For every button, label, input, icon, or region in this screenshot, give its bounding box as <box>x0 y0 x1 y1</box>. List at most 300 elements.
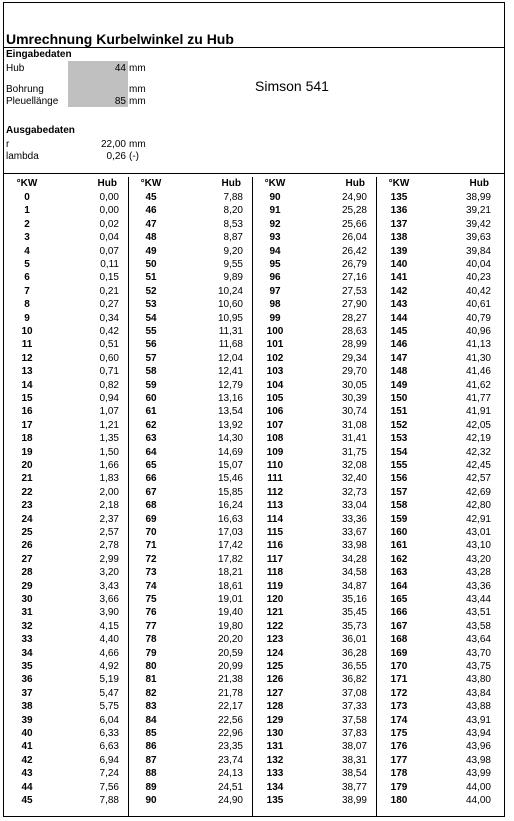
table-row <box>254 486 377 499</box>
kw-cell: 107 <box>266 419 284 431</box>
kw-cell: 73 <box>145 567 157 579</box>
kw-cell: 42 <box>21 754 33 766</box>
kw-cell: 103 <box>266 366 284 378</box>
kw-cell: 88 <box>145 768 157 780</box>
table-row <box>130 606 253 619</box>
table-row <box>130 472 253 485</box>
bohrung-unit: mm <box>129 84 146 95</box>
table-row <box>130 660 253 673</box>
hub-cell: 8,87 <box>223 232 243 244</box>
hub-cell: 37,08 <box>341 687 367 699</box>
hub-cell: 40,04 <box>465 259 491 270</box>
hub-cell: 11,68 <box>218 339 243 351</box>
table-row <box>6 566 129 579</box>
table-row <box>130 687 253 700</box>
kw-cell: 143 <box>390 299 408 311</box>
kw-cell: 120 <box>266 594 284 605</box>
hub-cell: 42,19 <box>465 433 491 445</box>
kw-cell: 93 <box>269 232 281 244</box>
table-row <box>130 566 253 579</box>
hub-cell: 2,57 <box>99 527 119 538</box>
hub-cell: 22,96 <box>217 728 243 739</box>
hub-cell: 39,21 <box>465 205 491 217</box>
kw-cell: 31 <box>21 607 33 619</box>
table-row <box>6 379 129 392</box>
kw-cell: 130 <box>266 728 284 739</box>
hub-cell: 26,79 <box>341 259 367 270</box>
table-row <box>6 298 129 311</box>
kw-cell: 28 <box>21 567 33 579</box>
kw-cell: 51 <box>145 272 157 284</box>
title-divider <box>4 47 504 48</box>
hub-cell: 39,63 <box>465 232 491 244</box>
table-row <box>130 218 253 231</box>
kw-cell: 32 <box>21 620 33 632</box>
hub-cell: 38,99 <box>465 192 491 203</box>
table-row <box>254 781 377 794</box>
hub-cell: 2,18 <box>99 500 119 512</box>
kw-cell: 36 <box>21 674 33 686</box>
hub-cell: 36,55 <box>341 661 367 672</box>
kw-cell: 44 <box>21 781 33 793</box>
kw-cell: 89 <box>145 781 157 793</box>
kw-cell: 91 <box>269 205 281 217</box>
kw-cell: 94 <box>269 245 281 257</box>
kw-cell: 11 <box>21 339 33 351</box>
hub-cell: 13,16 <box>217 393 243 404</box>
kw-cell: 165 <box>390 594 408 605</box>
table-row <box>254 392 377 405</box>
kw-cell: 110 <box>266 460 284 471</box>
hub-cell: 24,90 <box>217 795 243 806</box>
kw-cell: 129 <box>266 714 284 726</box>
hub-cell: 23,74 <box>217 754 243 766</box>
hub-cell: 5,47 <box>99 687 119 699</box>
kw-cell: 16 <box>21 406 33 418</box>
hub-input-cell[interactable]: 44 <box>114 63 126 74</box>
table-row <box>378 271 501 284</box>
hub-cell: 10,95 <box>217 312 243 324</box>
hub-cell: 11,31 <box>218 326 243 337</box>
kw-cell: 167 <box>390 620 408 632</box>
kw-cell: 161 <box>390 540 408 552</box>
kw-cell: 75 <box>145 594 157 605</box>
table-row <box>6 271 129 284</box>
table-row <box>130 312 253 325</box>
table-row <box>130 620 253 633</box>
hub-cell: 19,01 <box>217 594 243 605</box>
hub-cell: 41,30 <box>465 352 491 364</box>
hub-cell: 35,73 <box>341 620 367 632</box>
table-row <box>6 580 129 593</box>
kw-cell: 35 <box>21 661 33 672</box>
kw-cell: 3 <box>24 232 30 244</box>
hub-cell: 30,39 <box>341 393 367 404</box>
hub-cell: 31,08 <box>341 419 367 431</box>
header-hub: Hub <box>221 178 241 189</box>
kw-cell: 119 <box>266 580 284 592</box>
kw-cell: 164 <box>390 580 408 592</box>
hub-cell: 13,54 <box>217 406 243 418</box>
table-row <box>378 593 501 606</box>
table-row <box>130 446 253 459</box>
kw-cell: 87 <box>145 754 157 766</box>
kw-cell: 10 <box>21 326 33 337</box>
table-row <box>6 660 129 673</box>
hub-cell: 6,63 <box>99 741 119 753</box>
kw-cell: 27 <box>21 553 33 565</box>
kw-cell: 48 <box>145 232 157 244</box>
table-row <box>6 526 129 539</box>
kw-cell: 24 <box>21 513 33 525</box>
table-row <box>254 459 377 472</box>
table-row <box>254 258 377 271</box>
hub-cell: 26,04 <box>341 232 367 244</box>
hub-cell: 40,96 <box>465 326 491 337</box>
hub-cell: 18,21 <box>217 567 243 579</box>
kw-cell: 92 <box>269 218 281 230</box>
hub-cell: 34,87 <box>341 580 367 592</box>
hub-cell: 41,62 <box>465 379 491 391</box>
hub-cell: 0,42 <box>99 326 119 337</box>
table-row <box>130 499 253 512</box>
hub-cell: 37,83 <box>341 728 367 739</box>
hub-cell: 0,27 <box>99 299 119 311</box>
table-row <box>6 687 129 700</box>
kw-cell: 111 <box>267 473 283 485</box>
sheet-title: Umrechnung Kurbelwinkel zu Hub <box>6 31 234 47</box>
hub-cell: 43,28 <box>465 567 491 579</box>
table-row <box>378 781 501 794</box>
table-row <box>6 432 129 445</box>
table-row <box>130 513 253 526</box>
column-divider-1 <box>128 177 129 817</box>
table-row <box>130 767 253 780</box>
header-kw: °KW <box>264 178 286 189</box>
hub-cell: 3,90 <box>99 607 119 619</box>
kw-cell: 6 <box>24 272 30 284</box>
table-row <box>130 231 253 244</box>
pleuel-unit: mm <box>129 96 146 107</box>
hub-cell: 0,04 <box>99 232 119 244</box>
hub-cell: 24,13 <box>217 768 243 780</box>
hub-cell: 43,99 <box>465 768 491 780</box>
kw-cell: 12 <box>21 352 33 364</box>
hub-cell: 43,91 <box>465 714 491 726</box>
table-row <box>254 740 377 753</box>
kw-cell: 23 <box>21 500 33 512</box>
hub-cell: 43,96 <box>465 741 491 753</box>
pleuel-input-cell[interactable]: 85 <box>114 96 126 107</box>
kw-cell: 162 <box>390 553 408 565</box>
table-row <box>6 446 129 459</box>
table-row <box>378 312 501 325</box>
kw-cell: 69 <box>145 513 157 525</box>
table-row <box>6 472 129 485</box>
hub-cell: 42,05 <box>465 419 491 431</box>
hub-cell: 40,61 <box>465 299 491 311</box>
table-row <box>378 526 501 539</box>
kw-cell: 90 <box>145 795 157 806</box>
kw-cell: 176 <box>390 741 408 753</box>
hub-cell: 41,13 <box>465 339 491 351</box>
table-row <box>254 432 377 445</box>
hub-cell: 43,36 <box>465 580 491 592</box>
table-row <box>254 231 377 244</box>
kw-cell: 25 <box>21 527 33 538</box>
table-row <box>378 513 501 526</box>
table-row <box>378 767 501 780</box>
kw-cell: 5 <box>24 259 30 270</box>
table-row <box>378 700 501 713</box>
hub-cell: 43,01 <box>465 527 491 538</box>
table-row <box>6 553 129 566</box>
table-row <box>254 513 377 526</box>
kw-cell: 175 <box>390 728 408 739</box>
table-row <box>378 794 501 807</box>
header-kw: °KW <box>16 178 38 189</box>
table-row <box>6 633 129 646</box>
header-hub: Hub <box>345 178 365 189</box>
hub-cell: 33,04 <box>341 500 367 512</box>
hub-cell: 43,20 <box>465 553 491 565</box>
kw-cell: 98 <box>269 299 281 311</box>
table-row <box>130 714 253 727</box>
table-row <box>378 419 501 432</box>
kw-cell: 100 <box>266 326 284 337</box>
hub-cell: 38,77 <box>341 781 367 793</box>
hub-cell: 42,32 <box>465 446 491 458</box>
hub-cell: 10,24 <box>217 285 243 297</box>
kw-cell: 57 <box>145 352 157 364</box>
table-row <box>6 513 129 526</box>
hub-cell: 33,98 <box>341 540 367 552</box>
kw-cell: 166 <box>390 607 408 619</box>
kw-cell: 150 <box>390 393 408 404</box>
kw-cell: 86 <box>145 741 157 753</box>
pleuel-label: Pleuellänge <box>6 96 59 107</box>
kw-cell: 168 <box>390 634 408 646</box>
hub-cell: 1,07 <box>99 406 119 418</box>
table-row <box>378 218 501 231</box>
kw-cell: 136 <box>390 205 408 217</box>
kw-cell: 65 <box>145 460 157 471</box>
table-row <box>378 338 501 351</box>
table-row <box>6 539 129 552</box>
hub-cell: 16,24 <box>217 500 243 512</box>
table-row <box>254 285 377 298</box>
hub-cell: 12,04 <box>217 352 243 364</box>
hub-cell: 8,20 <box>223 205 243 217</box>
table-row <box>6 405 129 418</box>
column-header <box>254 178 377 190</box>
table-row <box>378 191 501 204</box>
hub-cell: 43,10 <box>465 540 491 552</box>
kw-cell: 8 <box>24 299 30 311</box>
kw-cell: 106 <box>266 406 284 418</box>
table-row <box>6 740 129 753</box>
kw-cell: 18 <box>21 433 33 445</box>
kw-cell: 102 <box>266 352 284 364</box>
hub-cell: 4,15 <box>99 620 119 632</box>
kw-cell: 77 <box>145 620 157 632</box>
hub-cell: 32,73 <box>341 486 367 498</box>
hub-cell: 5,19 <box>99 674 119 686</box>
table-row <box>378 298 501 311</box>
table-row <box>254 204 377 217</box>
kw-cell: 4 <box>24 245 30 257</box>
kw-cell: 114 <box>266 513 284 525</box>
kw-cell: 56 <box>145 339 157 351</box>
table-row <box>6 673 129 686</box>
hub-cell: 36,28 <box>341 647 367 659</box>
kw-cell: 80 <box>145 661 157 672</box>
hub-cell: 7,24 <box>99 768 119 780</box>
table-row <box>130 352 253 365</box>
header-hub: Hub <box>469 178 489 189</box>
kw-cell: 124 <box>266 647 284 659</box>
hub-cell: 44,00 <box>465 781 491 793</box>
column-divider-2 <box>252 177 253 817</box>
input-heading: Eingabedaten <box>6 49 72 60</box>
hub-cell: 3,66 <box>99 594 119 605</box>
kw-cell: 146 <box>390 339 408 351</box>
table-row <box>6 419 129 432</box>
table-row <box>6 620 129 633</box>
hub-cell: 41,46 <box>465 366 491 378</box>
hub-cell: 30,05 <box>341 379 367 391</box>
hub-cell: 1,35 <box>99 433 119 445</box>
table-row <box>130 204 253 217</box>
hub-cell: 17,42 <box>217 540 243 552</box>
table-row <box>130 781 253 794</box>
table-row <box>378 285 501 298</box>
table-row <box>378 633 501 646</box>
table-row <box>6 312 129 325</box>
hub-cell: 27,16 <box>341 272 367 284</box>
hub-cell: 22,17 <box>217 701 243 713</box>
kw-cell: 128 <box>266 701 284 713</box>
column-header <box>6 178 129 190</box>
kw-cell: 132 <box>266 754 284 766</box>
kw-cell: 39 <box>21 714 33 726</box>
kw-cell: 118 <box>266 567 284 579</box>
table-row <box>130 191 253 204</box>
table-row <box>378 392 501 405</box>
table-row <box>6 325 129 338</box>
hub-cell: 9,20 <box>223 245 243 257</box>
table-row <box>378 459 501 472</box>
table-row <box>378 539 501 552</box>
table-row <box>378 245 501 258</box>
hub-cell: 0,02 <box>99 218 119 230</box>
kw-cell: 174 <box>390 714 408 726</box>
table-row <box>254 526 377 539</box>
table-row <box>378 405 501 418</box>
kw-cell: 63 <box>145 433 157 445</box>
hub-cell: 35,45 <box>341 607 367 619</box>
hub-cell: 4,66 <box>99 647 119 659</box>
table-row <box>130 673 253 686</box>
table-row <box>254 754 377 767</box>
kw-cell: 41 <box>21 741 33 753</box>
hub-cell: 43,58 <box>465 620 491 632</box>
bohrung-label: Bohrung <box>6 84 44 95</box>
table-row <box>6 392 129 405</box>
table-row <box>130 258 253 271</box>
hub-cell: 1,66 <box>99 460 119 471</box>
table-row <box>378 647 501 660</box>
table-row <box>130 245 253 258</box>
kw-cell: 155 <box>390 460 408 471</box>
kw-cell: 145 <box>390 326 408 337</box>
table-row <box>378 580 501 593</box>
kw-cell: 142 <box>390 285 408 297</box>
hub-cell: 33,36 <box>341 513 367 525</box>
kw-cell: 9 <box>24 312 30 324</box>
hub-cell: 12,41 <box>217 366 243 378</box>
header-kw: °KW <box>140 178 162 189</box>
table-row <box>254 446 377 459</box>
kw-cell: 58 <box>145 366 157 378</box>
kw-cell: 54 <box>145 312 157 324</box>
hub-cell: 1,50 <box>99 446 119 458</box>
hub-cell: 28,99 <box>341 339 367 351</box>
hub-cell: 17,03 <box>217 527 243 538</box>
hub-cell: 10,60 <box>217 299 243 311</box>
table-row <box>254 419 377 432</box>
hub-cell: 22,56 <box>217 714 243 726</box>
kw-cell: 172 <box>390 687 408 699</box>
kw-cell: 1 <box>24 205 30 217</box>
hub-cell: 17,82 <box>217 553 243 565</box>
table-row <box>130 580 253 593</box>
r-value: 22,00 <box>100 139 126 150</box>
kw-cell: 135 <box>266 795 284 806</box>
hub-cell: 20,20 <box>217 634 243 646</box>
kw-cell: 133 <box>266 768 284 780</box>
table-row <box>378 687 501 700</box>
header-kw: °KW <box>388 178 410 189</box>
kw-cell: 68 <box>145 500 157 512</box>
hub-cell: 5,75 <box>99 701 119 713</box>
table-row <box>130 633 253 646</box>
table-row <box>254 312 377 325</box>
hub-cell: 7,88 <box>223 192 243 203</box>
hub-cell: 20,99 <box>217 661 243 672</box>
hub-cell: 14,30 <box>217 433 243 445</box>
table-row <box>130 727 253 740</box>
hub-cell: 39,84 <box>465 245 491 257</box>
hub-cell: 43,84 <box>465 687 491 699</box>
hub-cell: 38,31 <box>341 754 367 766</box>
hub-cell: 0,82 <box>99 379 119 391</box>
kw-cell: 85 <box>145 728 157 739</box>
kw-cell: 140 <box>390 259 408 270</box>
hub-cell: 23,35 <box>217 741 243 753</box>
model-name: Simson 541 <box>255 78 329 94</box>
kw-cell: 125 <box>266 661 284 672</box>
output-heading: Ausgabedaten <box>6 125 75 136</box>
hub-cell: 42,45 <box>465 460 491 471</box>
table-row <box>254 687 377 700</box>
table-row <box>6 794 129 807</box>
kw-cell: 71 <box>145 540 157 552</box>
hub-cell: 0,71 <box>99 366 119 378</box>
table-row <box>6 606 129 619</box>
table-row <box>378 566 501 579</box>
table-row <box>254 633 377 646</box>
